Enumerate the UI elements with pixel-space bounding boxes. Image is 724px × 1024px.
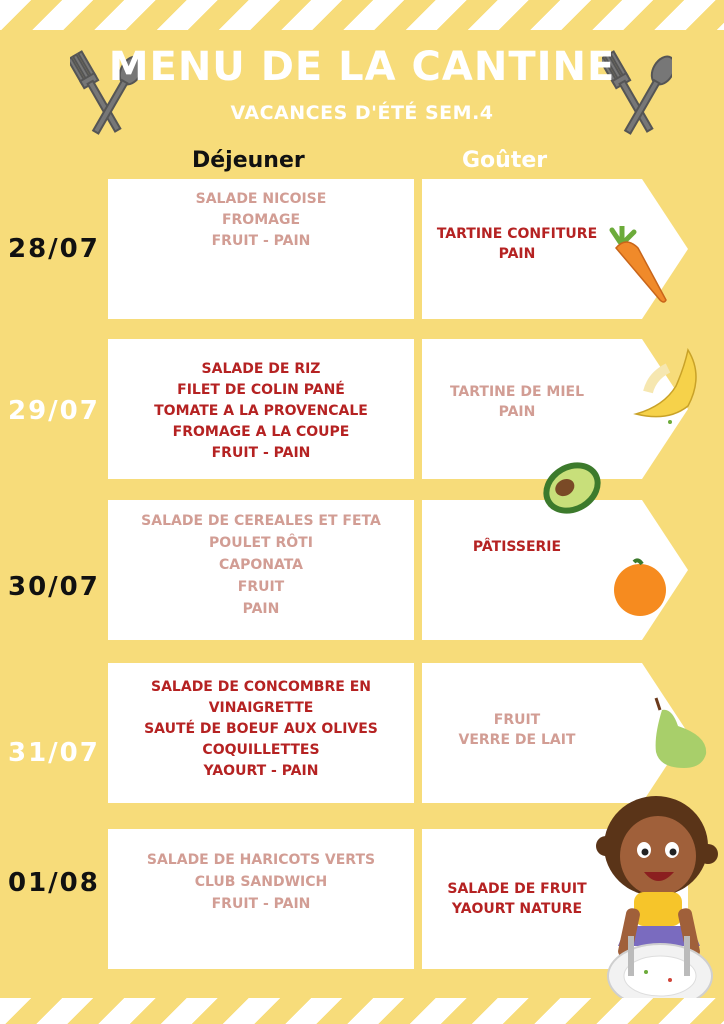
snack-items [422, 879, 612, 919]
day-date: 31/07 [8, 738, 100, 768]
menu-item: VERRE DE LAIT [458, 732, 576, 748]
menu-item: YAOURT NATURE [451, 901, 583, 917]
orange-icon [612, 556, 670, 622]
top-stripe-border [0, 0, 724, 30]
girl-with-plate-illustration [596, 786, 724, 1020]
menu-item: FILET DE COLIN PANÉ [177, 382, 345, 398]
column-header-snack: Goûter [462, 148, 548, 173]
snack-items [422, 537, 612, 557]
menu-item: FRUIT [493, 712, 541, 728]
menu-item: PAIN [498, 404, 536, 420]
column-header-lunch: Déjeuner [192, 148, 305, 173]
bottom-stripe-border [0, 998, 724, 1024]
lunch-panel [108, 339, 414, 479]
menu-item: SAUTÉ DE BOEUF AUX OLIVES [144, 721, 378, 737]
lunch-items [108, 189, 414, 252]
day-date: 29/07 [8, 396, 100, 426]
menu-item: VINAIGRETTE [208, 700, 314, 716]
menu-item: SALADE NICOISE [195, 191, 327, 207]
page-subtitle: VACANCES D'ÉTÉ SEM.4 [230, 102, 494, 124]
avocado-icon [540, 456, 604, 524]
banana-icon [628, 346, 704, 430]
pear-icon [648, 696, 712, 774]
menu-item: FRUIT - PAIN [211, 445, 311, 461]
menu-item: TARTINE CONFITURE [436, 226, 598, 242]
snack-items [422, 224, 612, 264]
menu-item: FRUIT - PAIN [211, 233, 311, 249]
snack-items [422, 382, 612, 422]
lunch-items [108, 510, 414, 620]
menu-item: SALADE DE HARICOTS VERTS [146, 852, 376, 868]
menu-item: PÂTISSERIE [472, 539, 562, 555]
snack-items [422, 710, 612, 750]
menu-item: FROMAGE [221, 212, 301, 228]
lunch-panel-footer [108, 944, 414, 968]
lunch-panel [108, 663, 414, 803]
column-divider [415, 198, 421, 944]
lunch-panel [108, 179, 414, 319]
menu-item: TOMATE A LA PROVENCALE [154, 403, 368, 419]
menu-item: SALADE DE CONCOMBRE EN [151, 679, 371, 695]
menu-item: FROMAGE A LA COUPE [172, 424, 350, 440]
menu-item: CAPONATA [218, 557, 304, 573]
menu-item: COQUILLETTES [202, 742, 320, 758]
menu-item: SALADE DE FRUIT [447, 881, 587, 897]
menu-item: POULET RÔTI [209, 535, 313, 551]
menu-item: CLUB SANDWICH [194, 874, 328, 890]
menu-item: TARTINE DE MIEL [449, 384, 585, 400]
lunch-items [108, 677, 414, 782]
day-date: 28/07 [8, 234, 100, 264]
lunch-items [108, 849, 414, 915]
menu-item: SALADE DE RIZ [201, 361, 321, 377]
carrot-icon [606, 226, 670, 310]
lunch-panel [108, 500, 414, 640]
menu-item: PAIN [498, 246, 536, 262]
menu-item: FRUIT - PAIN [211, 896, 311, 912]
day-date: 30/07 [8, 572, 100, 602]
lunch-items [108, 359, 414, 464]
menu-item: YAOURT - PAIN [203, 763, 319, 779]
menu-item: PAIN [242, 601, 280, 617]
menu-item: SALADE DE CEREALES ET FETA [141, 513, 381, 529]
menu-item: FRUIT [237, 579, 285, 595]
page-title: MENU DE LA CANTINE [108, 44, 616, 90]
day-date: 01/08 [8, 868, 100, 898]
